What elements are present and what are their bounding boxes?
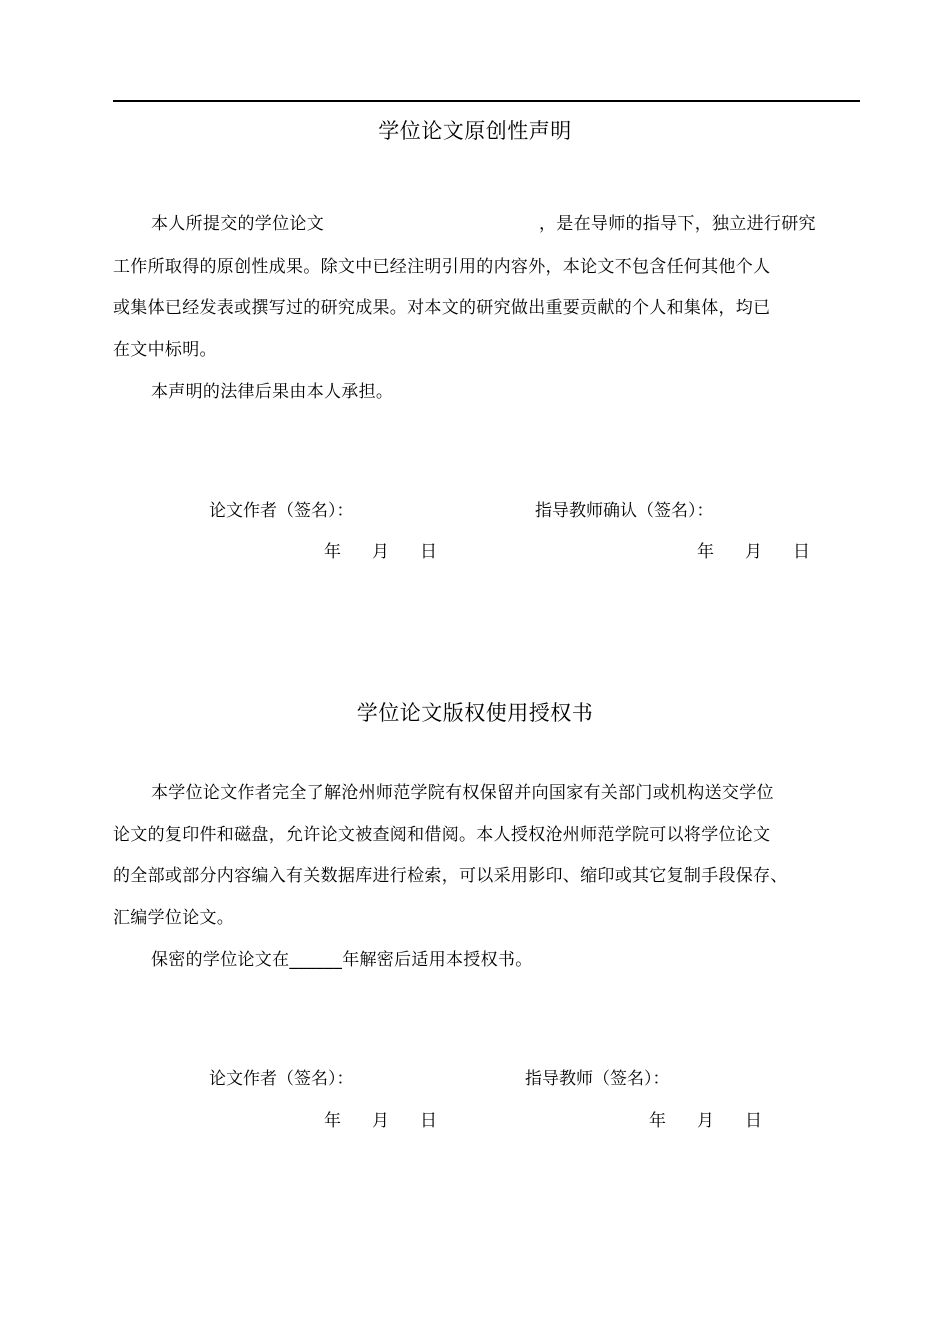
declaration-advisor-date-day: 日 xyxy=(793,542,810,562)
declaration-p1-line1-a: 本人所提交的学位论文 xyxy=(151,214,324,234)
declaration-p1-line3: 或集体已经发表或撰写过的研究成果。对本文的研究做出重要贡献的个人和集体，均已 xyxy=(113,298,771,318)
declaration-title: 学位论文原创性声明 xyxy=(378,119,572,143)
declaration-advisor-date-month: 月 xyxy=(745,542,762,562)
declaration-p1-line2: 工作所取得的原创性成果。除文中已经注明引用的内容外，本论文不包含任何其他个人 xyxy=(113,257,771,277)
declaration-advisor-sign-label: 指导教师确认（签名）： xyxy=(535,501,714,521)
declaration-p2: 本声明的法律后果由本人承担。 xyxy=(151,382,394,402)
declaration-author-sign-label: 论文作者（签名）： xyxy=(209,501,354,521)
declaration-author-date-year: 年 xyxy=(324,542,341,562)
authorization-p1-line1: 本学位论文作者完全了解沧州师范学院有权保留并向国家有关部门或机构送交学位 xyxy=(151,783,774,803)
declaration-author-date-day: 日 xyxy=(420,542,437,562)
declaration-advisor-date-year: 年 xyxy=(697,542,714,562)
authorization-title: 学位论文版权使用授权书 xyxy=(356,701,594,725)
authorization-author-sign-label: 论文作者（签名）： xyxy=(209,1069,354,1089)
declaration-p1-line4: 在文中标明。 xyxy=(113,340,217,360)
header-rule xyxy=(113,100,860,102)
declaration-p1-line1-b: ，是在导师的指导下，独立进行研究 xyxy=(539,214,816,234)
declaration-author-date-month: 月 xyxy=(372,542,389,562)
authorization-author-date-month: 月 xyxy=(372,1111,389,1131)
authorization-p1-line3: 的全部或部分内容编入有关数据库进行检索，可以采用影印、缩印或其它复制手段保存、 xyxy=(113,866,788,886)
authorization-author-date-year: 年 xyxy=(324,1111,341,1131)
authorization-p1-line4: 汇编学位论文。 xyxy=(113,908,235,928)
authorization-p1-line2: 论文的复印件和磁盘，允许论文被查阅和借阅。本人授权沧州师范学院可以将学位论文 xyxy=(113,825,771,845)
authorization-advisor-date-day: 日 xyxy=(745,1111,762,1131)
authorization-advisor-date-month: 月 xyxy=(697,1111,714,1131)
authorization-advisor-sign-label: 指导教师（签名）： xyxy=(525,1069,670,1089)
authorization-author-date-day: 日 xyxy=(420,1111,437,1131)
authorization-advisor-date-year: 年 xyxy=(649,1111,666,1131)
authorization-p2: 保密的学位论文在______年解密后适用本授权书。 xyxy=(151,950,533,970)
